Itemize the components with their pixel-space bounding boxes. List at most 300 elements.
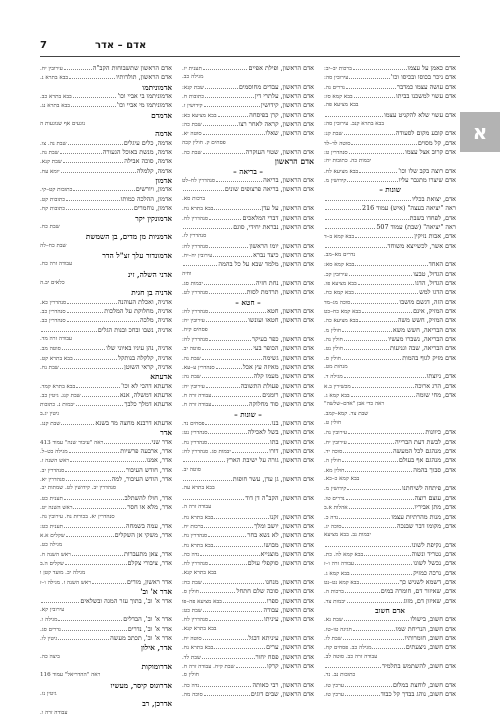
entry-term: אדם הראשון, ופילת אפיים (248, 64, 314, 72)
reference-continuation (40, 242, 172, 251)
entry-term: ראה "יציאה בעצה" (איש) עמוד 216 (362, 204, 456, 213)
entry-reference: סנהדרין לט. (182, 290, 209, 297)
index-entry (40, 148, 172, 157)
dot-leader (364, 550, 410, 556)
entry-reference: שבת לד. (182, 654, 201, 661)
index-entry (40, 615, 172, 624)
index-entry (324, 503, 456, 512)
entry-term: אדם חשוב, ניצעתים (405, 643, 456, 652)
index-entry (324, 428, 456, 437)
dot-leader (209, 307, 266, 313)
index-entry (182, 64, 314, 73)
reference-continuation (40, 671, 172, 680)
entry-reference: סוטה יב. (182, 346, 201, 353)
entry-reference: שבת קנג. גיטין כב. (40, 393, 81, 400)
dot-leader (216, 363, 242, 369)
index-entry (40, 625, 172, 634)
entry-reference: עבודה זרה מד. (40, 335, 73, 342)
index-entry (40, 456, 172, 465)
dot-leader (351, 298, 398, 304)
entry-reference: בבא קמא כ–כא. (324, 476, 360, 483)
entry-reference: מגילה כט. (40, 541, 63, 548)
entry-term: אדעתא דרבנא מחצה מד בשנא (95, 419, 172, 428)
dot-leader (41, 326, 97, 332)
index-entry (40, 522, 172, 531)
dot-leader (214, 643, 265, 649)
index-entry (182, 214, 314, 223)
entry-term: אדם הראשון, פסח יחור (255, 652, 314, 661)
dot-leader (347, 176, 397, 182)
dot-leader (351, 391, 416, 397)
dot-leader (214, 204, 260, 210)
entry-reference: ברכות יב–יב: (324, 66, 352, 72)
entry-reference: סנהדרין יא. (40, 477, 65, 484)
dot-leader (206, 316, 247, 322)
dot-leader (74, 354, 117, 360)
dot-leader (200, 587, 235, 593)
reference-continuation (40, 606, 172, 615)
entry-term: אדם הראשון, גורה על ישיבת הארץ (226, 456, 314, 465)
index-entry (40, 64, 172, 73)
index-entry (324, 270, 456, 279)
reference-continuation (324, 531, 456, 540)
entry-reference: בבא בתרא נ. (40, 75, 69, 82)
entry-term: אדם הראשון, הכופר בעי (253, 344, 314, 353)
dot-leader (76, 382, 120, 388)
entry-term: אדם, סבוך בהמה (413, 465, 456, 474)
index-entry (324, 214, 456, 223)
index-entry (40, 419, 172, 428)
index-entry (324, 92, 456, 101)
entry-reference: בבא מציעא כא: (182, 112, 217, 119)
entry-reference: בבא מציעא פו. (324, 280, 357, 287)
dot-leader (183, 260, 217, 266)
entry-reference: סנהדרין נח. (182, 533, 208, 540)
dot-leader (67, 316, 139, 322)
dot-leader (82, 391, 119, 397)
index-entry (182, 606, 314, 615)
dot-leader (203, 120, 238, 126)
entry-term: אדם הראשון, סוכה שלם חתחל (236, 587, 314, 596)
entry-reference: בבא קמא לה. כת. (324, 551, 364, 558)
heading-text: אדעתא (150, 372, 172, 382)
running-title: אדם – אדר (95, 40, 147, 51)
index-entry (324, 195, 456, 204)
dot-leader (72, 550, 123, 556)
entry-reference: חולין ה. (324, 458, 342, 465)
entry-reference: כתובות קח. (40, 206, 65, 213)
entry-reference: בבא בתרא נח. (182, 206, 214, 213)
entry-reference: יומא עח. (40, 168, 60, 175)
entry-reference: יבמות נב. בבא מציעא (324, 532, 371, 539)
entry-reference: שבת נה. (40, 150, 59, 157)
index-columns (40, 64, 456, 714)
index-entry (182, 428, 314, 437)
entry-reference: גיטין לו. (40, 635, 58, 642)
index-entry (40, 298, 172, 307)
index-column-3 (40, 64, 172, 714)
reference-continuation (324, 671, 456, 680)
entry-reference: חולין נט. (324, 346, 344, 353)
entry-reference: קידושין מ. (324, 178, 347, 185)
dot-leader (232, 447, 268, 453)
entry-term: אדניה, נהן עיניו באיוני שלו (106, 344, 172, 353)
entry-term: אדם הראשון, זקנו (269, 512, 314, 521)
reference-continuation (40, 653, 172, 662)
index-entry (182, 335, 314, 344)
heading-text: אדר, אילון (141, 643, 172, 653)
entry-reference: סנהדרין ע–עא. (182, 365, 215, 371)
heading-text: אדניה בן חגית (131, 288, 172, 298)
dot-leader (348, 428, 424, 434)
index-entry (40, 167, 172, 176)
dot-leader (203, 64, 248, 70)
dot-leader (345, 690, 380, 696)
entry-term: אדמה, כלים עיגלים (123, 138, 172, 147)
dot-leader (214, 541, 262, 547)
entry-reference: עירובין יח: (182, 383, 205, 390)
entry-term: אדם הראשון, עיניתו (263, 615, 314, 624)
entry-term: אדם הראשון, מלמד שבא על כל בהמה (218, 260, 314, 269)
entry-reference: שבת קנג. (40, 421, 61, 428)
entry-term: אדר שני (151, 437, 172, 446)
dot-leader (64, 64, 92, 70)
entry-term: אדמה, קלמלה (136, 166, 172, 175)
entry-reference: חגיגה טו–טז. (324, 626, 352, 633)
index-entry (324, 307, 456, 316)
entry-reference: בבא בתרא קט. (40, 355, 73, 362)
entry-reference: מכשירין ב.א (324, 383, 351, 390)
entry-term: אדמון, ההלכה כמותו (120, 194, 172, 203)
index-entry (324, 335, 456, 344)
entry-term: אדם הראשון, לא נשא בחר (247, 531, 314, 540)
index-entry (40, 466, 172, 475)
entry-reference: נדה כ. (324, 514, 339, 521)
index-entry (40, 494, 172, 503)
dot-leader (183, 223, 232, 229)
index-entry (182, 288, 314, 297)
dot-leader (67, 307, 104, 313)
subheading-text: אדם חשוב (375, 605, 405, 615)
dot-leader (344, 615, 410, 621)
entry-reference: יבמות סג. סנהדרין לח: (182, 449, 231, 456)
dot-leader (351, 139, 416, 145)
heading-text: אדר א' וב' (140, 587, 172, 597)
dot-leader (60, 363, 123, 369)
dot-leader (204, 522, 253, 528)
index-entry (182, 382, 314, 391)
index-entry (182, 185, 314, 194)
entry-term: אדם חשוב, חומרותיו (404, 633, 456, 642)
entry-reference: פסחים קיח. (182, 326, 208, 333)
index-entry (182, 204, 314, 213)
entry-reference: סנהדרין לח. (182, 215, 209, 222)
index-entry (40, 92, 172, 101)
entry-term: אדם הראשון, קידושין (260, 101, 314, 110)
index-entry (182, 260, 314, 269)
reference-continuation (324, 101, 456, 110)
index-entry (182, 550, 314, 559)
index-entry (324, 447, 456, 456)
index-entry (182, 578, 314, 587)
entry-reference: בבא בתרא קנא. (182, 569, 217, 576)
reference-continuation (40, 484, 172, 493)
dot-leader (203, 129, 265, 135)
index-entry (324, 298, 456, 307)
entry-term: אדם הראשון, חטאו ועונשו (248, 316, 314, 325)
entry-reference: כתובות ח. (182, 94, 204, 101)
index-entry (182, 279, 314, 288)
index-entry (324, 569, 456, 578)
entry-reference: בבא קמא כח. (324, 290, 354, 297)
entry-reference: ראה "עיבור שנה" עמוד 413 (40, 439, 104, 446)
index-entry (324, 634, 456, 643)
entry-reference: חולין מ. (324, 327, 342, 334)
dot-leader (200, 550, 259, 556)
entry-reference: בבא קמא ג. (324, 393, 350, 400)
index-entry (182, 681, 314, 690)
index-entry (324, 139, 456, 148)
reference-continuation (182, 503, 314, 512)
index-heading (40, 111, 172, 120)
entry-term: אדם רוצה בקב שלו וכו' (398, 166, 456, 175)
index-entry (324, 73, 456, 82)
reference-continuation (40, 260, 172, 269)
entry-reference: בבא קמא סז: (324, 94, 353, 101)
index-entry (40, 382, 172, 391)
index-heading (40, 681, 172, 690)
index-heading (40, 232, 172, 241)
index-entry (324, 148, 456, 157)
entry-reference: שבת נא. (324, 617, 343, 624)
entry-reference: סנהדרין יב. קידושין לט. שמתות יב. (40, 485, 117, 492)
entry-reference: סנהדרין לז. (182, 233, 207, 240)
entry-term: אדם הראשון, תולדותיו (116, 73, 172, 82)
entry-term: אדם, קל מסוים (417, 138, 456, 147)
dot-leader (73, 92, 117, 98)
dot-leader (66, 195, 120, 201)
dot-leader (208, 438, 269, 444)
dot-leader (359, 316, 397, 322)
dot-leader (200, 681, 251, 687)
index-entry (324, 559, 456, 568)
index-entry (324, 316, 456, 325)
entry-term: אדם, מחי שומה (416, 391, 456, 400)
entry-term: אדם קובע מקום לסעודה (395, 129, 456, 138)
index-entry (182, 531, 314, 540)
entry-term: אדם הראשון, מנחנו (265, 577, 314, 586)
entry-reference: בבא קמא נט–נט (324, 579, 360, 586)
index-entry (40, 531, 172, 540)
dot-leader (92, 578, 126, 584)
entry-reference: שבת נה. (182, 355, 201, 362)
index-entry (324, 354, 456, 363)
entry-term: אדם הראשון, כיצד נברא (253, 250, 314, 259)
entry-reference: נוגעים אף שנוגעות ה (40, 121, 86, 128)
dot-leader (218, 111, 249, 117)
reference-continuation (182, 232, 314, 241)
entry-reference: ראה "ההדריאל" עמוד 116 (40, 672, 101, 679)
index-entry (324, 176, 456, 185)
dot-leader (209, 242, 248, 248)
dot-leader (212, 391, 261, 397)
entry-reference: בבא בתרא נח. (182, 645, 214, 652)
entry-term: אדם הראשון, בריאה (263, 176, 314, 185)
entry-reference: חולין ס. (182, 589, 199, 596)
entry-term: אדם הראשון שתשבוחות הקב"ה (92, 64, 172, 72)
dot-leader (66, 204, 133, 210)
entry-term: אדר ראשון, מורים (126, 577, 172, 586)
entry-reference: מגילה כב. (182, 74, 204, 81)
reference-continuation (40, 569, 172, 578)
dot-leader (359, 167, 397, 173)
entry-term: אדם הראשון, קרן בפיסחה (249, 110, 314, 119)
entry-reference: מנחות מט. (324, 364, 348, 370)
entry-term: אדמוניתמו בי אביי וכו' (117, 92, 172, 101)
heading-text: אדמניות מן מדים, בן השמשת (85, 232, 172, 242)
section-subheading (182, 167, 314, 176)
index-heading (40, 662, 172, 671)
entry-reference: שבת נה: (182, 374, 201, 381)
dot-leader (58, 634, 109, 640)
index-entry (324, 662, 456, 671)
dot-leader (68, 139, 123, 145)
dot-leader (73, 185, 134, 191)
dot-leader (345, 466, 412, 472)
entry-term: אדם הראשון, דברי המלאכים (242, 213, 314, 222)
dot-leader (41, 597, 79, 603)
index-entry (324, 279, 456, 288)
index-entry (324, 625, 456, 634)
entry-reference: ביצה כה. (40, 653, 60, 660)
entry-term: אדם, מקומו דבר שבנכה (396, 521, 456, 530)
index-entry (324, 615, 456, 624)
entry-term: אדם המזיק, חשש משה (397, 316, 456, 325)
dot-leader (71, 101, 116, 107)
index-entry (324, 391, 456, 400)
dot-leader (342, 354, 401, 360)
entry-reference: סנהדרין כב. (40, 308, 66, 315)
dot-leader (358, 279, 414, 285)
reference-continuation (182, 671, 314, 680)
index-entry (324, 550, 456, 559)
index-entry (40, 400, 172, 409)
entry-reference: סנהדרין לח–לט (182, 178, 216, 185)
entry-term: אדם הראשון, קראה לאחר רצו (238, 120, 314, 129)
entry-reference: סוטה יא. (182, 131, 202, 138)
index-entry (324, 326, 456, 335)
index-entry (182, 391, 314, 400)
entry-reference: בבא בתרא נג. (40, 103, 70, 110)
index-entry (324, 466, 456, 475)
entry-term: אדם הראשון, רבי כאותה (252, 680, 314, 689)
entry-reference: ברכות סא. (182, 195, 206, 202)
heading-text: אדני השלה, זינ (128, 269, 172, 279)
entry-reference: סוכה יג. (324, 523, 342, 530)
entry-term: אדם, נרכה כמזיק (413, 568, 456, 577)
index-entry (40, 597, 172, 606)
entry-reference: סוטה יח. (182, 635, 202, 642)
dot-leader (209, 214, 241, 220)
entry-term: אדם הראשון, מבושו (263, 540, 314, 549)
entry-term: אדם שיצרו מתגבר עליו (398, 176, 456, 185)
index-entry (40, 391, 172, 400)
index-entry (40, 550, 172, 559)
entry-reference: בבא מציעא לח. (324, 168, 359, 175)
entry-term: אדם הראשון, ערים (266, 643, 314, 652)
header-rule (40, 56, 460, 57)
entry-term: אדם חשוב, לוחצת במלום (392, 680, 456, 689)
index-entry (182, 559, 314, 568)
index-entry (182, 92, 314, 101)
entry-term: אדם הראשון, בשל לאכילה (247, 428, 314, 437)
subheading-text: – חטא – (235, 297, 261, 307)
entry-term: אדר א' וב', נדרים (127, 624, 172, 633)
reference-continuation (324, 251, 456, 260)
entry-reference: עירובין סה: (324, 75, 349, 82)
entry-reference: שבת כה. (182, 150, 202, 157)
subheading-text: שונות – (379, 185, 401, 195)
entry-reference: עבודה זרה ו. (40, 709, 68, 714)
dot-leader (203, 634, 248, 640)
index-entry (324, 578, 456, 587)
dot-leader (236, 662, 266, 668)
entry-reference: סנהדרין נט: (182, 430, 208, 437)
entry-reference: בבא קמא סא: (324, 262, 355, 269)
entry-reference: עבודה זרה ח. (182, 393, 212, 400)
dot-leader (202, 653, 255, 659)
entry-term: אדר א' וב', תכתב מעשה (110, 633, 172, 642)
reference-continuation (40, 541, 172, 550)
dot-leader (354, 92, 395, 98)
dot-leader (347, 484, 401, 490)
entry-reference: פסחים נד. (182, 421, 205, 428)
entry-reference: סנהדרין לח: (182, 308, 209, 315)
dot-leader (325, 204, 361, 210)
entry-term: אדניה, קראי השוטן (124, 363, 172, 371)
entry-reference: סוכה מג–מד (324, 299, 351, 306)
reference-continuation (40, 223, 172, 232)
heading-text: אדמה (155, 129, 172, 139)
entry-term: אדם הבריאה, נשברו מעשיו (388, 334, 456, 343)
entry-term: אדם הגדול, טבעו (413, 269, 456, 278)
entry-reference: סוטה מב. (40, 346, 61, 353)
entry-term: אדם הבריאה, חשש משא (392, 325, 456, 334)
index-heading (40, 83, 172, 92)
reference-continuation (40, 513, 172, 522)
dot-leader (69, 447, 120, 453)
index-entry (324, 456, 456, 465)
index-entry (182, 372, 314, 381)
entry-reference: ברכות ה. (324, 589, 344, 596)
dot-leader (346, 83, 396, 89)
dot-leader (65, 466, 125, 472)
entry-term: אדר, אמנו (146, 456, 172, 465)
entry-term: אדם הראשון, סוד מחלוקה (248, 400, 314, 409)
dot-leader (344, 344, 389, 350)
entry-term: אדניה, נשבו ובחכ ובנות הגלים (97, 325, 172, 334)
entry-term: אדם, דשמא לשניש כך (399, 577, 456, 586)
entry-reference: מגילה ד. (324, 374, 343, 381)
entry-term: אדמה, סוכה אבילה (124, 157, 172, 166)
dot-leader (325, 195, 411, 201)
index-entry (182, 354, 314, 363)
entry-reference: יבמות כה. כתובות יח: (324, 158, 372, 165)
entry-reference: מגילה ו. (40, 617, 58, 624)
dot-leader (69, 73, 115, 79)
dot-leader (209, 559, 247, 565)
reference-continuation (182, 195, 314, 204)
